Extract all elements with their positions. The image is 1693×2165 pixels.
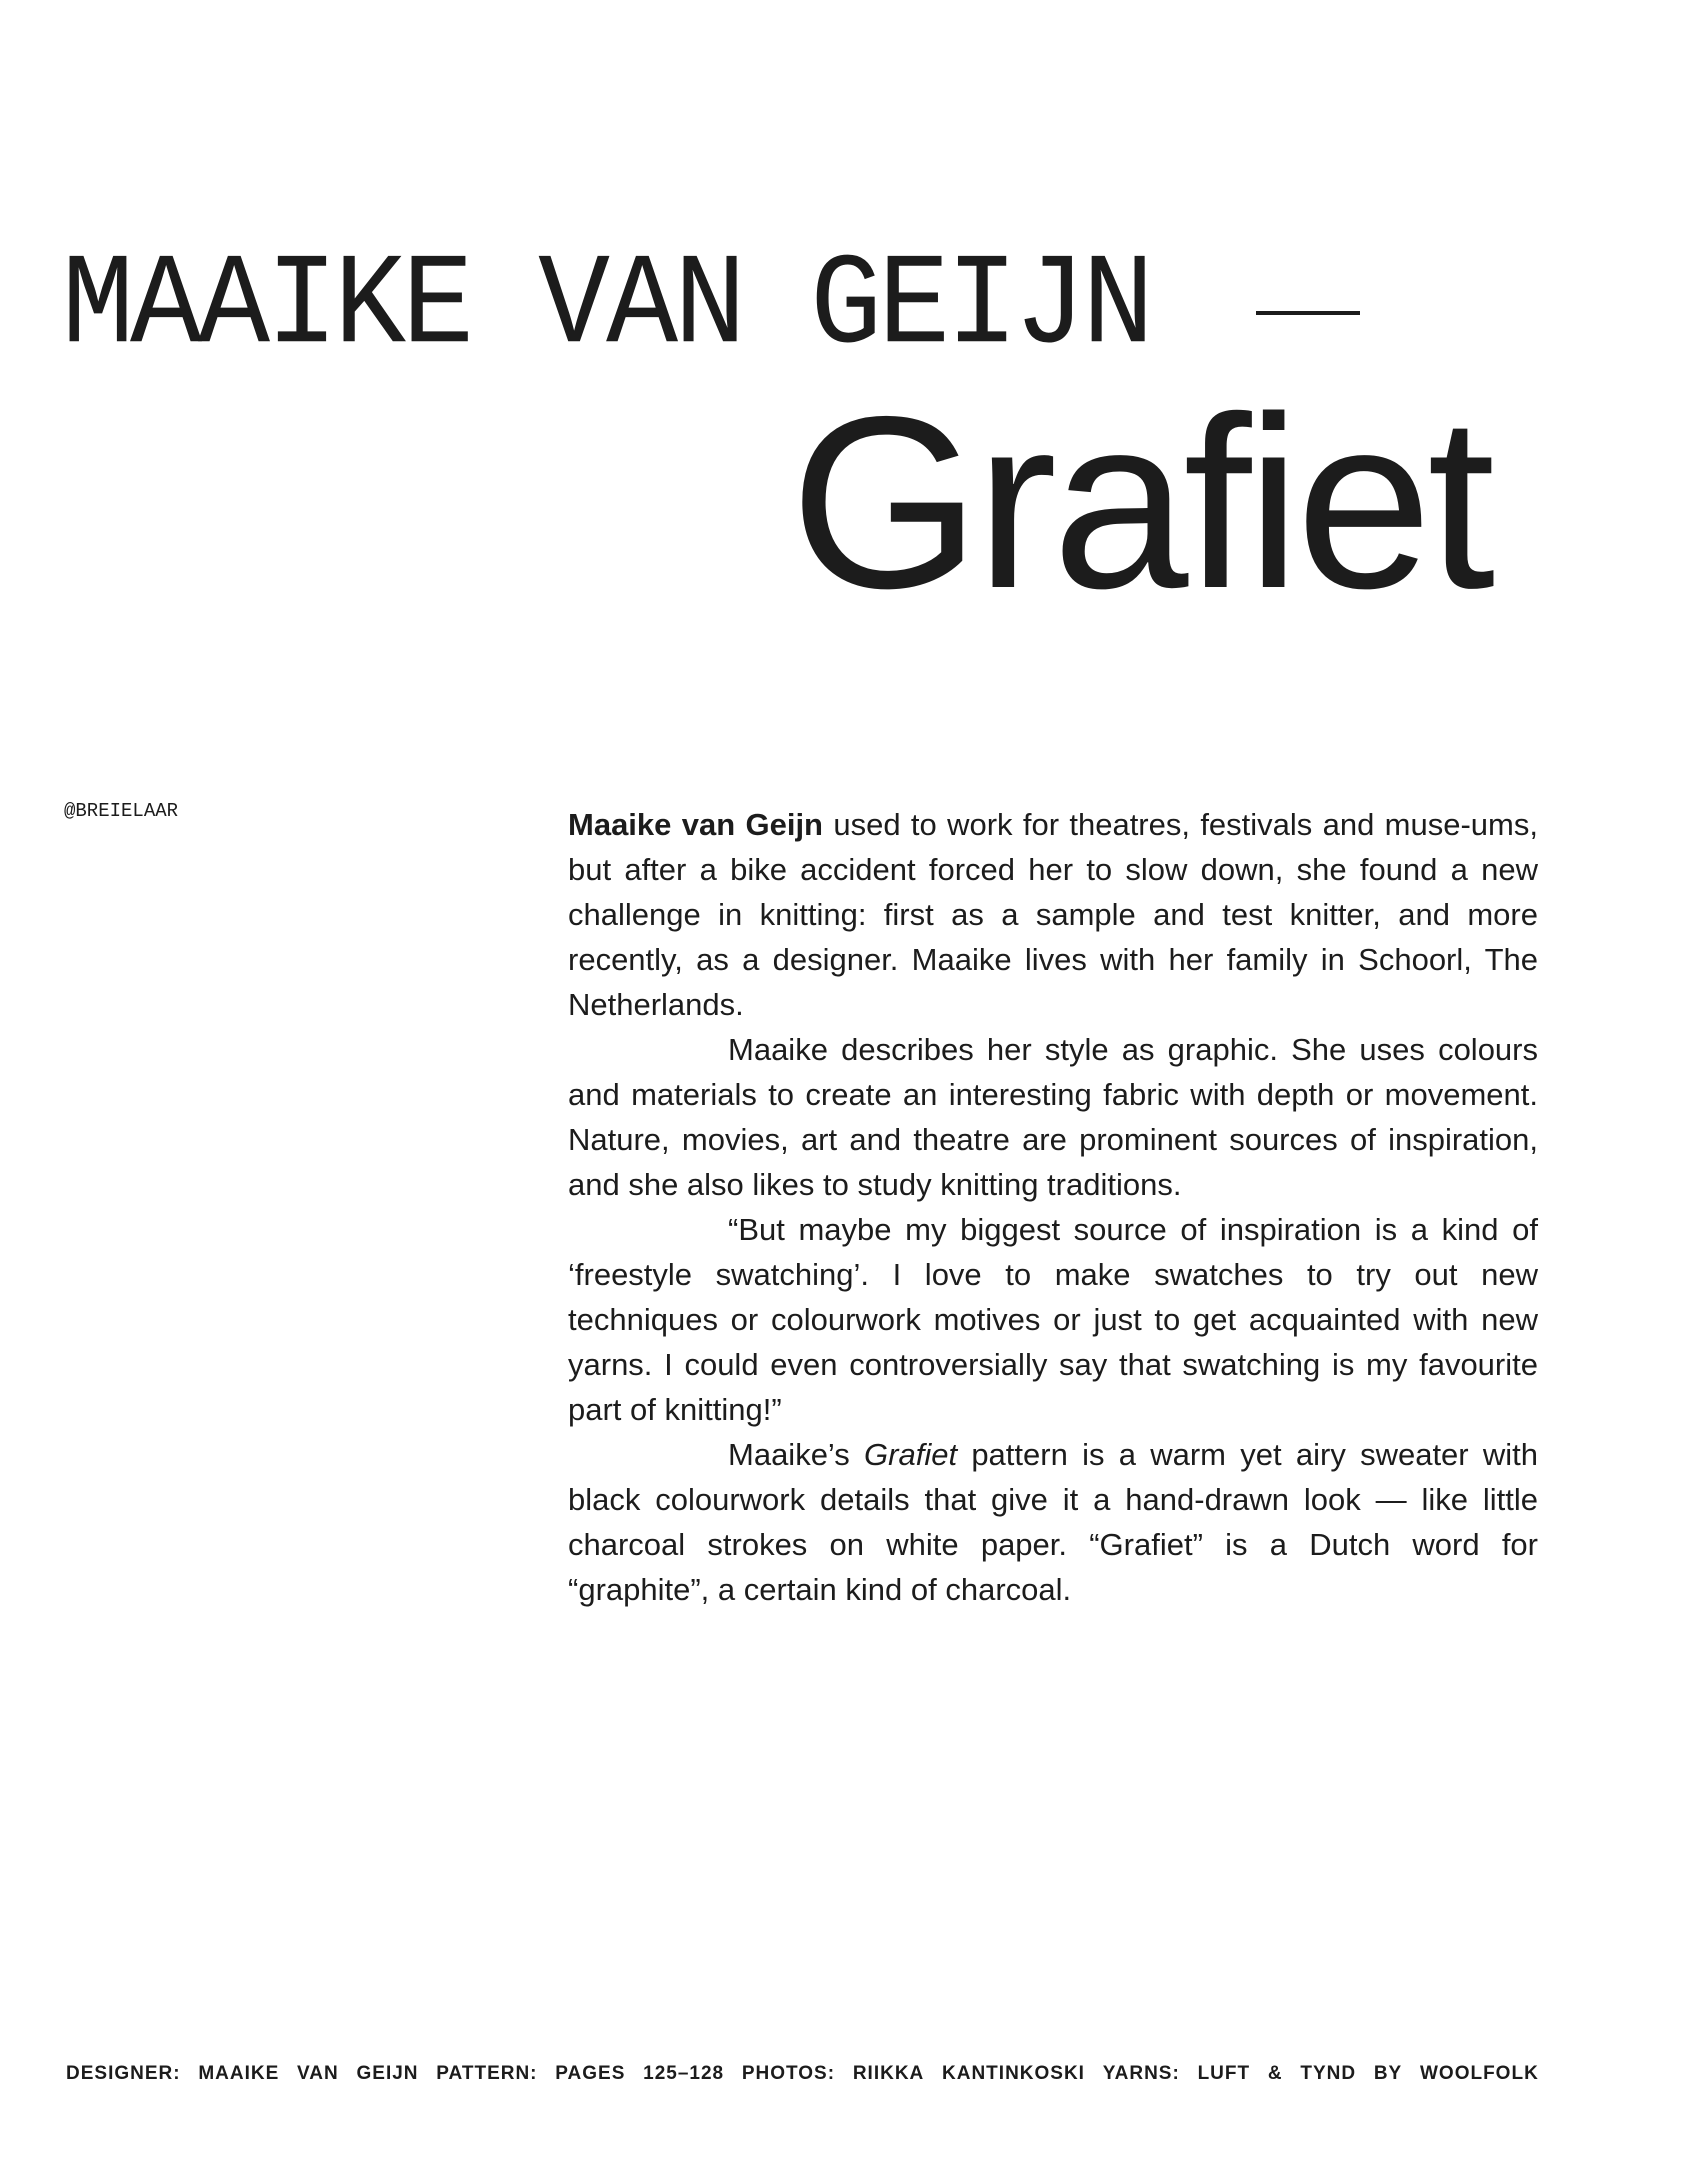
credit-word: 125–128 [643, 2063, 725, 2084]
pattern-title: Grafiet [790, 365, 1491, 639]
credit-word: LUFT [1197, 2063, 1251, 2084]
credit-word: RIIKKA [852, 2063, 925, 2084]
article-paragraph-1-text: used to work for theatres, festivals and muse-ums, but after a bike accident forced her to slow down, she found a new challenge in knitting: first as a sample and test knitter, and more recently, as a designer. Maaike lives with her family in Schoorl, The Netherlands. [568, 807, 1538, 1022]
credit-word: PATTERN: [436, 2063, 538, 2084]
article-body [568, 802, 1538, 1612]
credits-line [66, 2064, 1539, 2083]
designer-name-heading: MAAIKE VAN GEIJN [62, 234, 1151, 382]
article-paragraph-1 [568, 802, 1538, 1027]
credit-word: PHOTOS: [741, 2063, 836, 2084]
credit-word: BY [1373, 2063, 1403, 2084]
article-paragraph-4-text: pattern is a warm yet airy sweater with black colourwork details that give it a hand-drawn look — like little charcoal strokes on white paper. “Grafiet” is a Dutch word for “graphite”, a certain kind of charcoal. [568, 1437, 1539, 1607]
credit-word: WOOLFOLK [1419, 2063, 1539, 2084]
article-paragraph-4-lead: Maaike’s [728, 1437, 865, 1472]
credit-word: GEIJN [356, 2063, 419, 2084]
article-paragraph-2: Maaike describes her style as graphic. She uses colours and materials to create an interesting fabric with depth or movement. Nature, movies, art and theatre are prominent sources of inspiration, and she also likes to study knitting traditions. [568, 1032, 1538, 1202]
instagram-handle: @BREIELAAR [64, 800, 179, 822]
credit-word: DESIGNER: [66, 2063, 181, 2084]
credit-word: PAGES [555, 2063, 626, 2084]
title-dash-divider [1256, 311, 1360, 315]
credit-word: & [1267, 2063, 1283, 2084]
credit-word: TYND [1300, 2063, 1357, 2084]
article-paragraph-4 [568, 1432, 1538, 1612]
credit-word: MAAIKE [198, 2063, 280, 2084]
credit-word: YARNS: [1102, 2063, 1180, 2084]
article-lead-name: Maaike van Geijn [568, 807, 823, 842]
credit-word: VAN [297, 2063, 339, 2084]
pattern-name-italic: Grafiet [864, 1437, 958, 1472]
article-paragraph-3: “But maybe my biggest source of inspiration is a kind of ‘freestyle swatching’. I love to make swatches to try out new techniques or colourwork motives or just to get acquainted with new yarns. I could even controversially say that swatching is my favourite part of knitting!” [568, 1212, 1538, 1427]
credit-word: KANTINKOSKI [942, 2063, 1085, 2084]
